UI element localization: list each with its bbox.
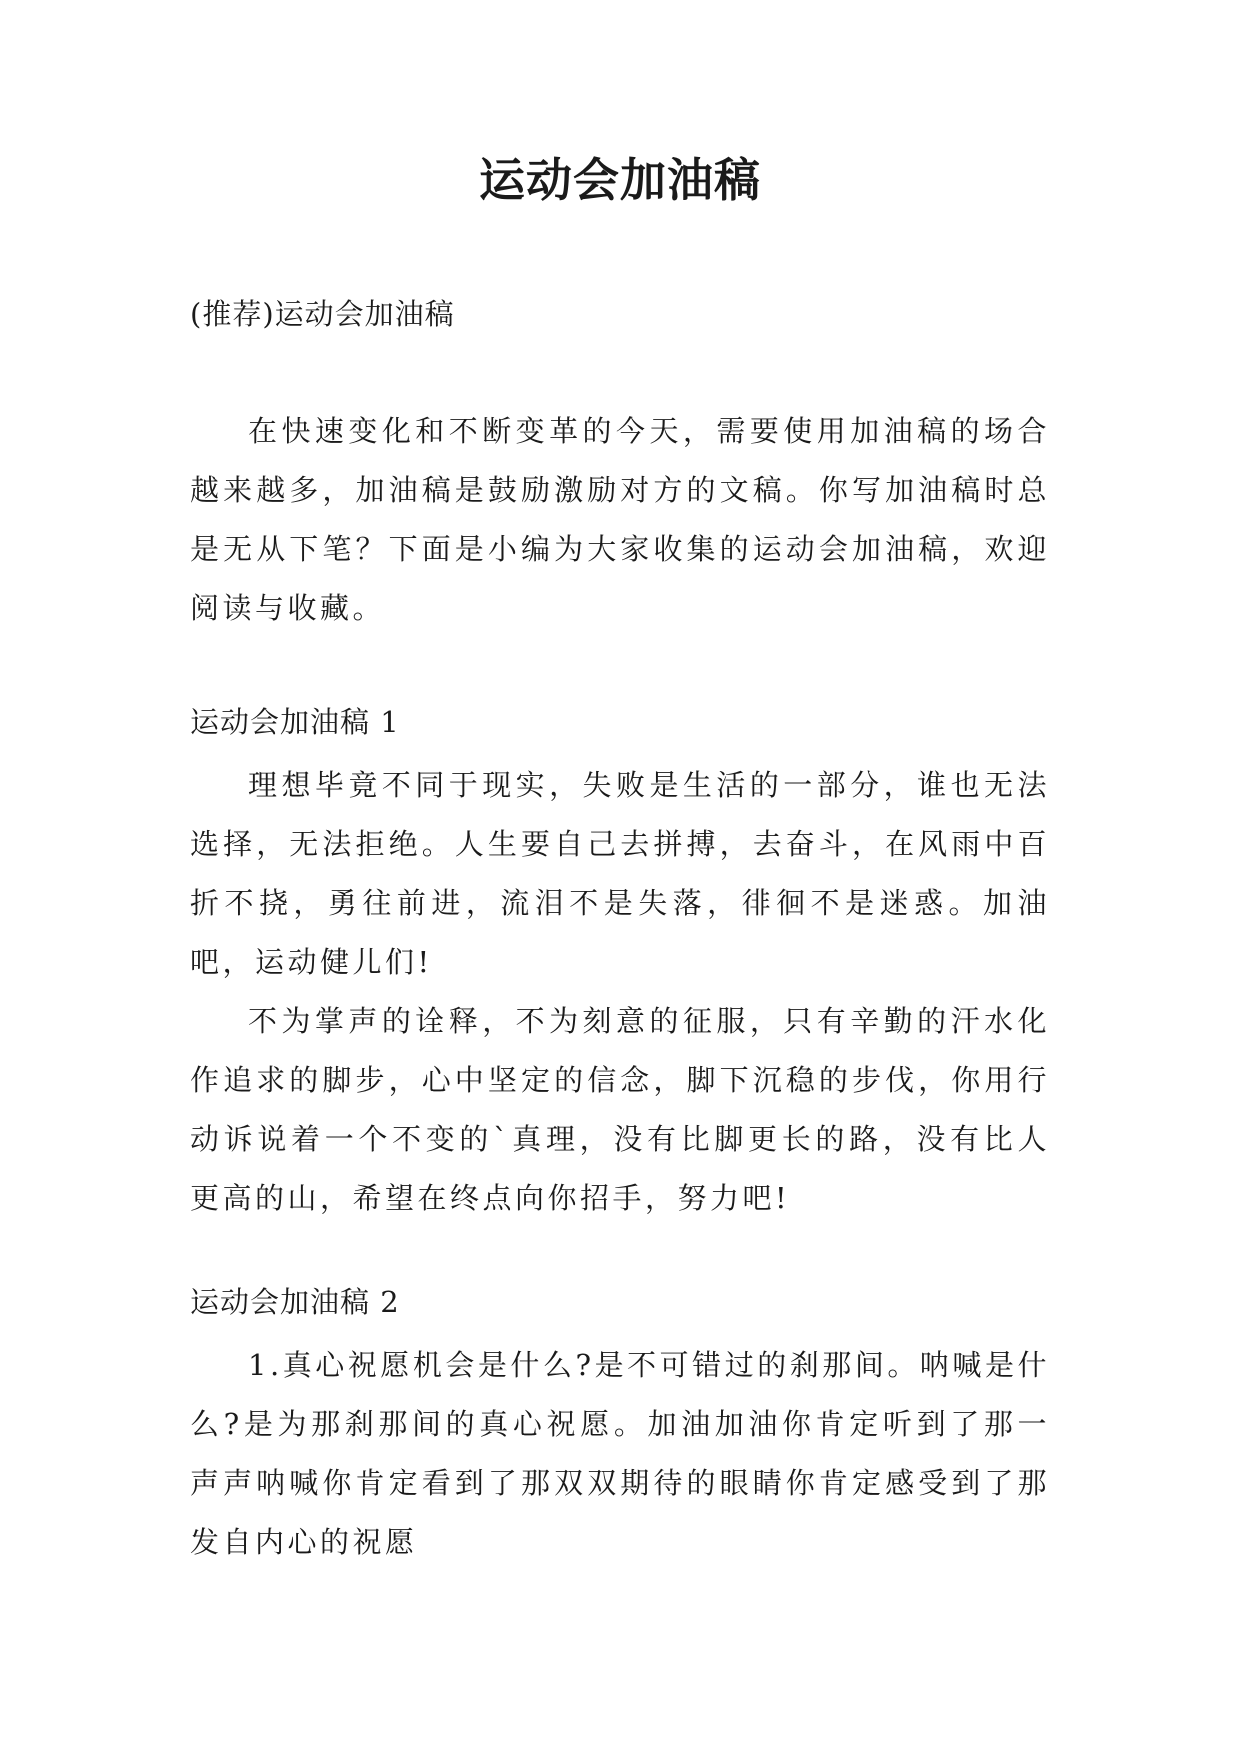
section-heading: 运动会加油稿 2: [190, 1285, 400, 1319]
section-1: [190, 700, 1050, 1228]
intro-paragraph: 在快速变化和不断变革的今天，需要使用加油稿的场合越来越多，加油稿是鼓励激励对方的文稿。你写加油稿时总是无从下笔？下面是小编为大家收集的运动会加油稿，欢迎阅读与收藏。: [190, 414, 1050, 625]
document-subtitle: (推荐)运动会加油稿: [190, 297, 455, 331]
intro-block: [190, 402, 1050, 638]
section-2: [190, 1280, 1050, 1572]
document-page: [190, 0, 1050, 1754]
section-paragraph: 理想毕竟不同于现实，失败是生活的一部分，谁也无法选择，无法拒绝。人生要自己去拼搏，去奋斗，在风雨中百折不挠，勇往前进，流泪不是失落，徘徊不是迷惑。加油吧，运动健儿们!: [190, 768, 1050, 979]
document-title: 运动会加油稿: [479, 153, 761, 207]
section-heading: 运动会加油稿 1: [190, 705, 400, 739]
section-paragraph: 1.真心祝愿机会是什么?是不可错过的刹那间。呐喊是什么?是为那刹那间的真心祝愿。加油加油你肯定听到了那一声声呐喊你肯定看到了那双双期待的眼睛你肯定感受到了那发自内心的祝愿: [190, 1348, 1050, 1559]
section-paragraph: 不为掌声的诠释，不为刻意的征服，只有辛勤的汗水化作追求的脚步，心中坚定的信念，脚下沉稳的步伐，你用行动诉说着一个不变的`真理，没有比脚更长的路，没有比人更高的山，希望在终点向你招手，努力吧!: [190, 1004, 1050, 1215]
